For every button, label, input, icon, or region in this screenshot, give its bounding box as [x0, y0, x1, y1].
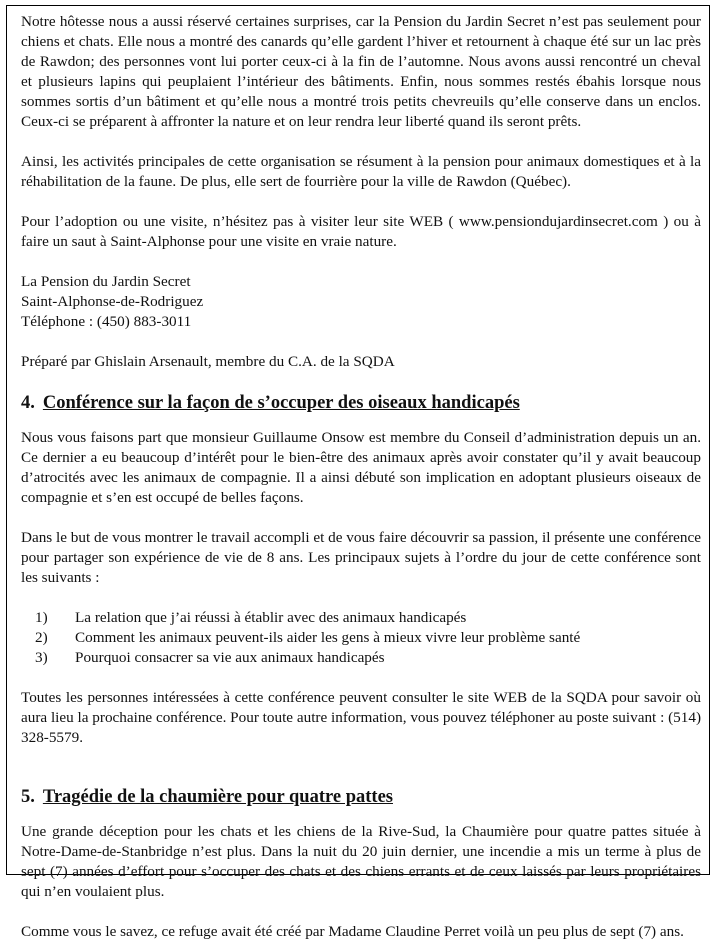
intro-paragraph-1: Notre hôtesse nous a aussi réservé certaines surprises, car la Pension du Jardin Secret n’est pas seulement pour chiens et chats. Elle nous a montré des canards qu’elle gardent l’hiver et retournent à chaque été sur un lac près de Rawdon; des personnes vont lui porter ceux-ci à la fin de l’automne. Nous avons aussi rencontré un cheval et plusieurs lapins qui peuplaient l’intérieur des bâtiments. Enfin, nous sommes restés ébahis lorsque nous sommes sortis d’un bâtiment et qu’elle nous a montré trois petits chevreuils qu’elle conserve dans un enclos. Ceux-ci se préparent à affronter la nature et on leur rendra leur liberté quand ils seront prêts. [21, 13, 701, 130]
section-4-paragraph-2: Dans le but de vous montrer le travail accompli et de vous faire découvrir sa passion, il présente une conférence pour partager son expérience de vie de 8 ans. Les principaux sujets à l’ordre du jour de cette conférence sont les suivants : [21, 529, 701, 586]
document-content [21, 12, 701, 942]
intro-paragraph-3: Pour l’adoption ou une visite, n’hésitez pas à visiter leur site WEB ( www.pensiondujardinsecret.com ) ou à faire un saut à Saint-Alphonse pour une visite en vraie nature. [21, 213, 701, 250]
prepared-by: Préparé par Ghislain Arsenault, membre du C.A. de la SQDA [21, 353, 395, 370]
address-line-1: La Pension du Jardin Secret [21, 273, 191, 290]
section-4-number: 4. [21, 393, 35, 413]
section-4-paragraph-1: Nous vous faisons part que monsieur Guillaume Onsow est membre du Conseil d’administration depuis un an. Ce dernier a eu beaucoup d’intérêt pour le bien-être des animaux après avoir constater qu’il y avait beaucoup d’atrocités avec les animaux de compagnie. Il a ainsi débuté son implication en adoptant plusieurs oiseaux de compagnie et s’en est occupé de belles façons. [21, 429, 701, 506]
list-item: 3) Pourquoi consacrer sa vie aux animaux handicapés [35, 649, 385, 666]
section-5-paragraph-2: Comme vous le savez, ce refuge avait été créé par Madame Claudine Perret voilà un peu plus de sept (7) ans. [21, 923, 684, 940]
section-5-number: 5. [21, 787, 35, 807]
section-5-heading [21, 786, 701, 808]
list-item: 2) Comment les animaux peuvent-ils aider les gens à mieux vivre leur problème santé [35, 629, 581, 646]
section-5-title: Tragédie de la chaumière pour quatre pattes [42, 787, 393, 807]
document-page [6, 5, 710, 940]
address-line-2: Saint-Alphonse-de-Rodriguez [21, 293, 204, 310]
address-block [21, 272, 701, 332]
section-4-heading [21, 392, 701, 414]
intro-paragraph-2: Ainsi, les activités principales de cette organisation se résument à la pension pour animaux domestiques et à la réhabilitation de la faune. De plus, elle sert de fourrière pour la ville de Rawdon (Québec). [21, 153, 701, 190]
topics-list [21, 608, 701, 668]
address-line-3: Téléphone : (450) 883-3011 [21, 313, 192, 330]
section-4-paragraph-3: Toutes les personnes intéressées à cette conférence peuvent consulter le site WEB de la SQDA pour savoir où aura lieu la prochaine conférence. Pour toute autre information, vous pouvez téléphoner au poste suivant : (514) 328-5579. [21, 689, 701, 746]
list-item: 1) La relation que j’ai réussi à établir avec des animaux handicapés [35, 609, 467, 626]
section-5-paragraph-1: Une grande déception pour les chats et les chiens de la Rive-Sud, la Chaumière pour quatre pattes située à Notre-Dame-de-Stanbridge n’est plus. Dans la nuit du 20 juin dernier, une incendie a mis un terme à plus de sept (7) années d’effort pour s’occuper des chats et des chiens errants et de ceux laissés par leurs propriétaires qui n’en voulaient plus. [21, 823, 701, 900]
section-4-title: Conférence sur la façon de s’occuper des oiseaux handicapés [42, 393, 520, 413]
